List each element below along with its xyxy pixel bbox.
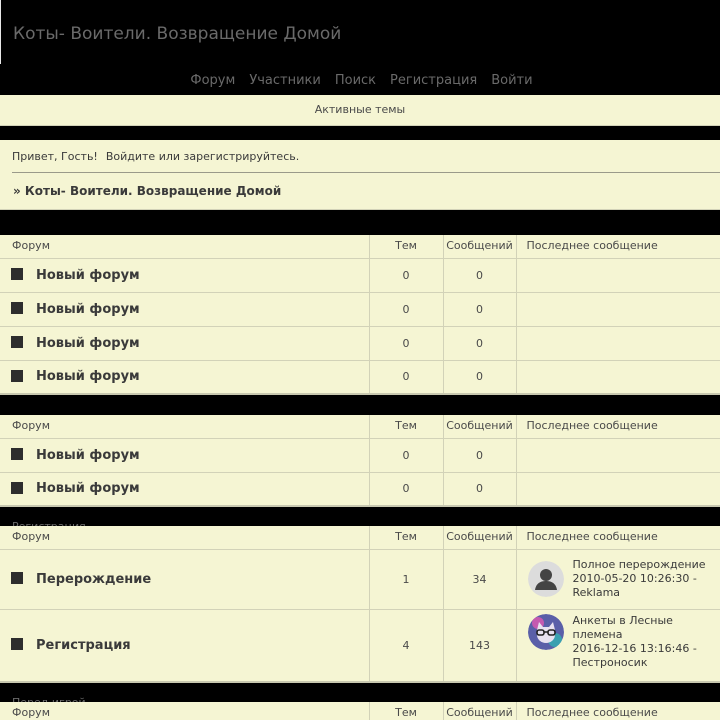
posts-count: 0 <box>443 438 516 472</box>
topics-count: 0 <box>369 360 443 394</box>
forum-table <box>0 526 720 683</box>
forum-icon <box>11 370 23 382</box>
table-row <box>0 438 720 472</box>
forum-table <box>0 702 720 720</box>
col-posts: Сообщений <box>443 235 516 258</box>
col-posts: Сообщений <box>443 702 516 720</box>
last-post-topic-cont[interactable]: племена <box>572 628 623 642</box>
last-post-cell <box>516 326 720 360</box>
col-topics: Тем <box>369 415 443 438</box>
nav-members[interactable]: Участники <box>249 73 321 88</box>
last-post-topic[interactable]: Анкеты в Лесные <box>572 614 673 628</box>
topics-count: 1 <box>369 549 443 609</box>
last-post-date: 2016-12-16 13:16:46 - <box>572 642 697 656</box>
topics-count: 0 <box>369 258 443 292</box>
posts-count: 34 <box>443 549 516 609</box>
forum-cell <box>0 326 369 360</box>
col-forum: Форум <box>0 415 369 438</box>
last-post-cell <box>516 292 720 326</box>
last-post-cell <box>516 472 720 506</box>
main-nav <box>0 66 720 95</box>
posts-count: 0 <box>443 292 516 326</box>
table-row <box>0 609 720 682</box>
col-last-post: Последнее сообщение <box>516 235 720 258</box>
divider <box>12 172 720 173</box>
site-title[interactable]: Коты- Воители. Возвращение Домой <box>13 24 342 44</box>
forum-link[interactable]: Регистрация <box>36 637 131 653</box>
forum-cell <box>0 292 369 326</box>
topics-count: 0 <box>369 472 443 506</box>
forum-link[interactable]: Новый форум <box>36 267 140 283</box>
forum-cell <box>0 438 369 472</box>
col-topics: Тем <box>369 526 443 549</box>
active-topics-link[interactable]: Активные темы <box>314 103 406 116</box>
forum-icon <box>11 482 23 494</box>
last-post-author[interactable]: Reklama <box>572 586 621 599</box>
col-last-post: Последнее сообщение <box>516 526 720 549</box>
forum-link[interactable]: Новый форум <box>36 301 140 317</box>
col-posts: Сообщений <box>443 415 516 438</box>
login-register-link[interactable]: Войдите или зарегистрируйтесь. <box>105 150 300 163</box>
forum-icon <box>11 268 23 280</box>
table-header <box>0 526 720 549</box>
col-topics: Тем <box>369 702 443 720</box>
nav-search[interactable]: Поиск <box>334 73 377 88</box>
forum-icon <box>11 336 23 348</box>
forum-cell <box>0 549 369 609</box>
topics-count: 4 <box>369 609 443 682</box>
breadcrumb[interactable]: » Коты- Воители. Возвращение Домой <box>13 184 282 198</box>
col-topics: Тем <box>369 235 443 258</box>
last-post-cell <box>516 438 720 472</box>
forum-link[interactable]: Новый форум <box>36 447 140 463</box>
table-header <box>0 415 720 438</box>
col-last-post: Последнее сообщение <box>516 702 720 720</box>
col-last-post: Последнее сообщение <box>516 415 720 438</box>
forum-table <box>0 415 720 507</box>
default-user-avatar-icon[interactable] <box>528 561 564 597</box>
forum-link[interactable]: Новый форум <box>36 369 140 385</box>
posts-count: 0 <box>443 326 516 360</box>
table-row <box>0 472 720 506</box>
posts-count: 0 <box>443 360 516 394</box>
forum-cell <box>0 360 369 394</box>
posts-count: 0 <box>443 472 516 506</box>
forum-table <box>0 235 720 395</box>
last-post-cell <box>516 609 720 682</box>
forum-link[interactable]: Перерождение <box>36 571 152 587</box>
table-row <box>0 360 720 394</box>
forum-cell <box>0 609 369 682</box>
table-row <box>0 326 720 360</box>
forum-link[interactable]: Новый форум <box>36 335 140 351</box>
posts-count: 0 <box>443 258 516 292</box>
table-header <box>0 702 720 720</box>
cat-glasses-avatar-icon[interactable] <box>528 614 564 650</box>
header-edge <box>0 0 1 64</box>
last-post-date: 2010-05-20 10:26:30 - <box>572 572 697 585</box>
col-forum: Форум <box>0 702 369 720</box>
forum-icon <box>11 572 23 584</box>
forum-icon <box>11 638 23 650</box>
table-row <box>0 549 720 609</box>
forum-cell <box>0 472 369 506</box>
greeting-line <box>12 150 307 163</box>
forum-link[interactable]: Новый форум <box>36 481 140 497</box>
forum-icon <box>11 448 23 460</box>
col-forum: Форум <box>0 235 369 258</box>
table-row <box>0 258 720 292</box>
last-post-cell <box>516 360 720 394</box>
table-header <box>0 235 720 258</box>
forum-icon <box>11 302 23 314</box>
col-forum: Форум <box>0 526 369 549</box>
topics-count: 0 <box>369 326 443 360</box>
active-topics-bar <box>0 95 720 126</box>
last-post-topic[interactable]: Полное перерождение <box>572 558 706 571</box>
greeting-text: Привет, Гость! <box>12 150 98 163</box>
topics-count: 0 <box>369 292 443 326</box>
nav-login[interactable]: Войти <box>491 73 533 88</box>
table-row <box>0 292 720 326</box>
last-post-author[interactable]: Пестроносик <box>572 656 648 670</box>
topics-count: 0 <box>369 438 443 472</box>
last-post-cell <box>516 258 720 292</box>
col-posts: Сообщений <box>443 526 516 549</box>
posts-count: 143 <box>443 609 516 682</box>
last-post-cell <box>516 549 720 609</box>
nav-forum[interactable]: Форум <box>190 73 236 88</box>
forum-cell <box>0 258 369 292</box>
welcome-box <box>0 140 720 210</box>
nav-register[interactable]: Регистрация <box>390 73 478 88</box>
